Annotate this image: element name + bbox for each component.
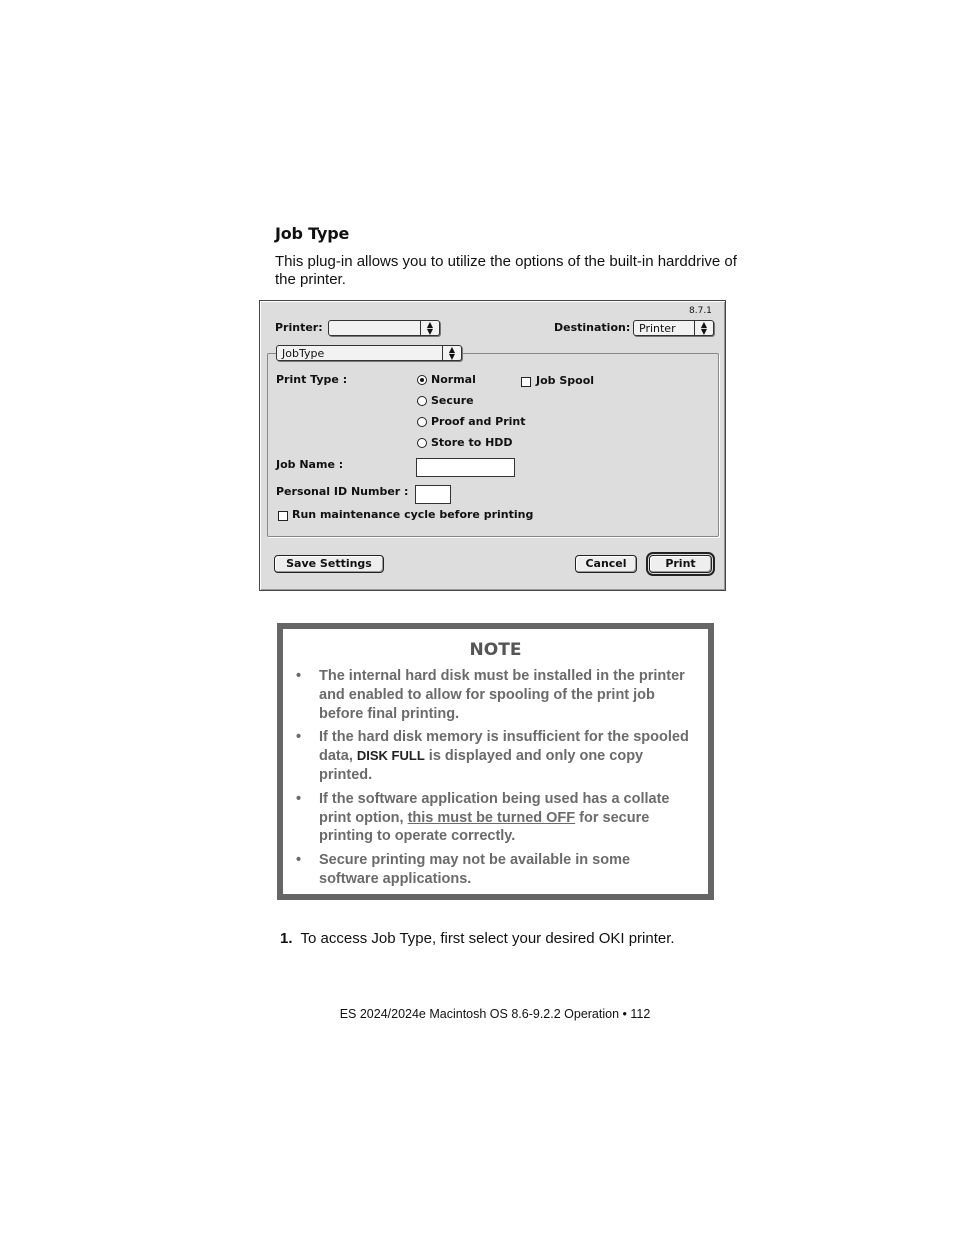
note-text: If the hard disk memory is insufficient for the spooled data, bbox=[319, 729, 689, 765]
maintenance-label: Run maintenance cycle before printing bbox=[292, 508, 534, 521]
note-text: Secure printing may not be available in some software applications. bbox=[319, 852, 631, 887]
note-item bbox=[293, 790, 693, 846]
radio-proof-label: Proof and Print bbox=[431, 415, 526, 428]
popup-arrows-icon: ▲ ▼ bbox=[442, 346, 461, 360]
job-spool-checkbox[interactable] bbox=[521, 377, 531, 387]
print-type-label: Print Type : bbox=[276, 373, 348, 386]
popup-arrows-icon: ▲ ▼ bbox=[420, 321, 439, 335]
note-underlined-text: this must be turned OFF bbox=[407, 809, 576, 826]
radio-normal-label: Normal bbox=[431, 373, 476, 386]
disk-full-code: DISK FULL bbox=[356, 748, 425, 764]
pin-label: Personal ID Number : bbox=[276, 485, 409, 498]
note-list bbox=[293, 667, 693, 894]
destination-popup-value: Printer bbox=[639, 322, 676, 335]
print-dialog bbox=[259, 300, 726, 591]
destination-label: Destination: bbox=[554, 321, 631, 334]
pin-input[interactable] bbox=[415, 485, 451, 504]
note-text: If the software application being used has a collate print option, bbox=[319, 790, 670, 826]
destination-popup[interactable] bbox=[633, 320, 714, 336]
intro-paragraph: This plug-in allows you to utilize the options of the built-in harddrive of the printer. bbox=[275, 253, 737, 288]
radio-store-to-hdd[interactable] bbox=[417, 438, 427, 448]
printer-popup[interactable] bbox=[328, 320, 440, 336]
section-title: Job Type bbox=[275, 224, 350, 243]
radio-store-label: Store to HDD bbox=[431, 436, 513, 449]
step-number: 1. bbox=[280, 930, 293, 947]
radio-secure-label: Secure bbox=[431, 394, 474, 407]
note-item bbox=[293, 667, 693, 723]
radio-secure[interactable] bbox=[417, 396, 427, 406]
printer-label: Printer: bbox=[275, 321, 323, 334]
step-text: To access Job Type, first select your desired OKI printer. bbox=[300, 930, 675, 947]
radio-normal[interactable] bbox=[417, 375, 427, 385]
radio-proof-and-print[interactable] bbox=[417, 417, 427, 427]
page-footer: ES 2024/2024e Macintosh OS 8.6-9.2.2 Operation • 112 bbox=[339, 1007, 651, 1021]
cancel-button[interactable]: Cancel bbox=[575, 555, 637, 573]
step-1 bbox=[280, 930, 675, 947]
maintenance-checkbox[interactable] bbox=[278, 511, 288, 521]
note-text: The internal hard disk must be installed in the printer and enabled to allow for spooling of the print job before final printing. bbox=[319, 668, 685, 722]
job-name-label: Job Name : bbox=[276, 458, 344, 471]
version-label: 8.7.1 bbox=[689, 306, 712, 316]
note-item bbox=[293, 851, 693, 889]
print-button[interactable]: Print bbox=[649, 555, 712, 573]
panel-popup[interactable] bbox=[276, 345, 462, 361]
save-settings-button[interactable]: Save Settings bbox=[274, 555, 384, 573]
note-box bbox=[277, 623, 714, 900]
popup-arrows-icon: ▲ ▼ bbox=[694, 321, 713, 335]
note-text: is displayed and only one copy printed. bbox=[319, 748, 644, 783]
note-text: for secure printing to operate correctly. bbox=[319, 809, 650, 845]
note-item bbox=[293, 728, 693, 784]
note-title: NOTE bbox=[469, 640, 522, 660]
job-spool-label: Job Spool bbox=[536, 374, 595, 387]
panel-popup-value: JobType bbox=[282, 347, 325, 360]
job-name-input[interactable] bbox=[416, 458, 515, 477]
